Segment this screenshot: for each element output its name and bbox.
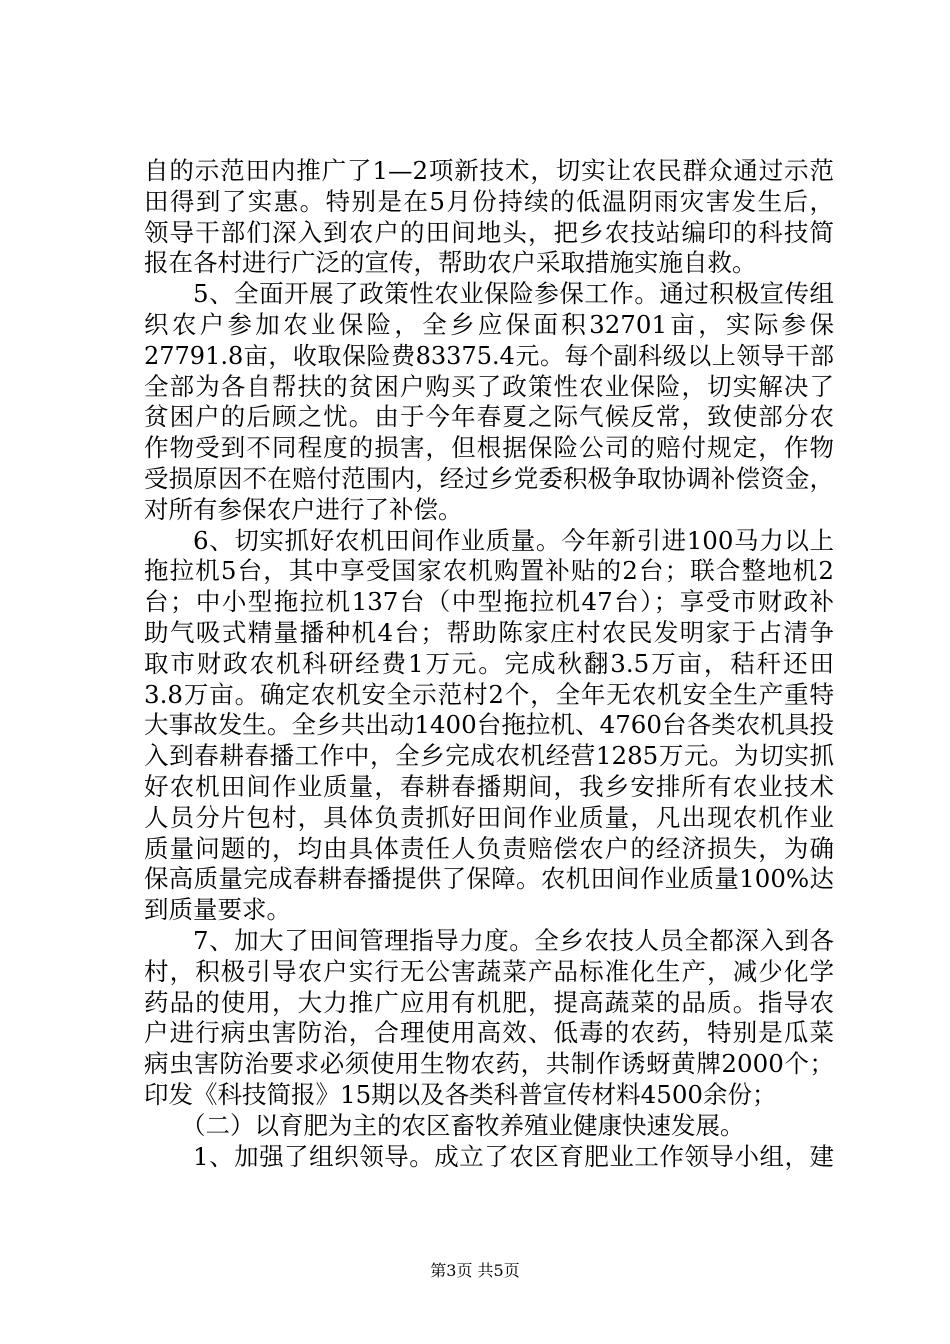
text-line: 报在各村进行广泛的宣传，帮助农户采取措施实施自救。 [144,248,757,278]
text-line: 27791.8亩，收取保险费83375.4元。每个副科级以上领导干部 [144,341,834,370]
text-line: 到质量要求。 [144,895,291,925]
text-line: 自的示范田内推广了1—2项新技术，切实让农民群众通过示范 [144,156,834,185]
page-number: 第3页 共5页 [430,1261,520,1280]
text-line: 取市财政农机科研经费1万元。完成秋翻3.5万亩，秸秆还田 [144,648,834,678]
text-line: 病虫害防治要求必须使用生物农药，共制作诱蚜黄牌2000个； [144,1049,834,1079]
text-line: 村，积极引导农户实行无公害蔬菜产品标准化生产，减少化学 [144,956,834,986]
text-line: 保高质量完成春耕春播提供了保障。农机田间作业质量100%达 [144,864,834,894]
text-line: 台；中小型拖拉机137台（中型拖拉机47台）；享受市财政补 [144,587,834,617]
text-line: 受损原因不在赔付范围内，经过乡党委积极争取协调补偿资金， [144,463,834,493]
text-line: 织农户参加农业保险，全乡应保面积32701亩，实际参保 [144,309,834,339]
section-heading: （二）以育肥为主的农区畜牧养殖业健康快速发展。 [181,1110,745,1140]
text-line: 贫困户的后顾之忧。由于今年春夏之际气候反常，致使部分农 [144,402,834,432]
text-line: 入到春耕春播工作中，全乡完成农机经营1285万元。为切实抓 [144,741,834,771]
text-line: 户进行病虫害防治，合理使用高效、低毒的农药，特别是瓜菜 [144,1018,834,1048]
text-line: 全部为各自帮扶的贫困户购买了政策性农业保险，切实解决了 [144,371,834,401]
text-line: 助气吸式精量播种机4台；帮助陈家庄村农民发明家于占清争 [144,617,834,647]
text-line: 人员分片包村，具体负责抓好田间作业质量，凡出现农机作业 [144,802,834,832]
text-line: 药品的使用，大力推广应用有机肥，提高蔬菜的品质。指导农 [144,987,834,1017]
text-line: 质量问题的，均由具体责任人负责赔偿农户的经济损失，为确 [144,833,834,863]
text-line: 好农机田间作业质量，春耕春播期间，我乡安排所有农业技术 [144,771,834,801]
text-line: 拖拉机5台，其中享受国家农机购置补贴的2台；联合整地机2 [144,556,834,586]
text-line: 作物受到不同程度的损害，但根据保险公司的赔付规定，作物 [144,433,834,463]
text-line: 大事故发生。全乡共出动1400台拖拉机、4760台各类农机具投 [144,710,834,740]
text-line: 5、全面开展了政策性农业保险参保工作。通过积极宣传组 [193,279,834,309]
text-line: 1、加强了组织领导。成立了农区育肥业工作领导小组，建 [193,1141,834,1171]
text-line: 田得到了实惠。特别是在5月份持续的低温阴雨灾害发生后， [144,186,834,216]
text-line: 7、加大了田间管理指导力度。全乡农技人员全都深入到各 [193,925,834,955]
document-body [144,156,834,1172]
text-line: 3.8万亩。确定农机安全示范村2个，全年无农机安全生产重特 [144,679,834,709]
text-line: 6、切实抓好农机田间作业质量。今年新引进100马力以上 [193,525,834,555]
text-line: 领导干部们深入到农户的田间地头，把乡农技站编印的科技简 [144,217,834,247]
text-line: 对所有参保农户进行了补偿。 [144,494,463,524]
text-line: 印发《科技简报》15期以及各类科普宣传材料4500余份； [144,1079,777,1109]
